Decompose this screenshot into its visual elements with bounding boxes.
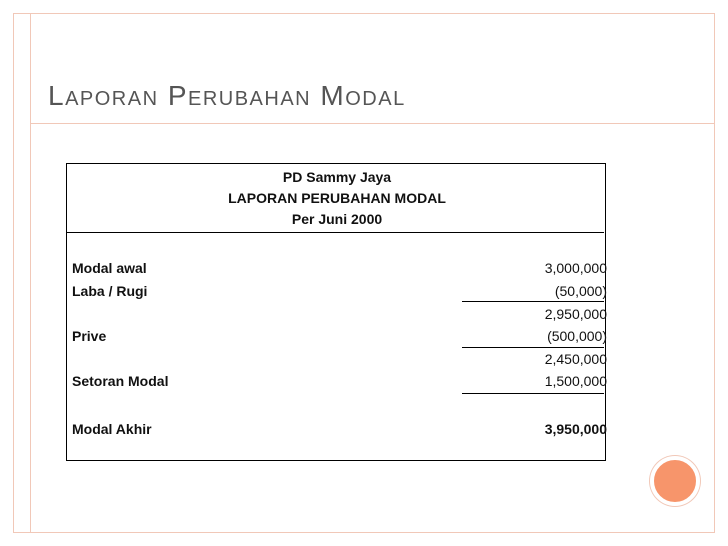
row-label: Laba / Rugi <box>72 283 148 299</box>
title-divider <box>31 123 715 124</box>
row-amount-total: 3,950,000 <box>544 421 607 437</box>
row-amount: 3,000,000 <box>544 260 607 276</box>
subtotal-rule <box>462 347 604 348</box>
subtotal-rule <box>462 301 604 302</box>
row-amount: 2,950,000 <box>544 306 607 322</box>
company-name: PD Sammy Jaya <box>282 169 392 185</box>
row-amount: (50,000) <box>554 283 607 299</box>
decorative-circle <box>650 456 700 506</box>
statement-header <box>67 164 604 233</box>
slide-title: Laporan Perubahan Modal <box>48 80 406 111</box>
row-amount: 2,450,000 <box>544 351 607 367</box>
total-rule <box>462 393 604 394</box>
row-label: Prive <box>72 328 107 344</box>
row-label: Modal awal <box>72 260 147 276</box>
statement-heading: LAPORAN PERUBAHAN MODAL <box>228 190 446 206</box>
statement-period: Per Juni 2000 <box>291 211 383 227</box>
row-amount: (500,000) <box>547 328 607 344</box>
capital-statement-table <box>66 163 606 461</box>
left-rule <box>30 14 31 532</box>
row-amount: 1,500,000 <box>544 373 607 389</box>
row-label: Modal Akhir <box>72 421 152 437</box>
row-label: Setoran Modal <box>72 373 169 389</box>
